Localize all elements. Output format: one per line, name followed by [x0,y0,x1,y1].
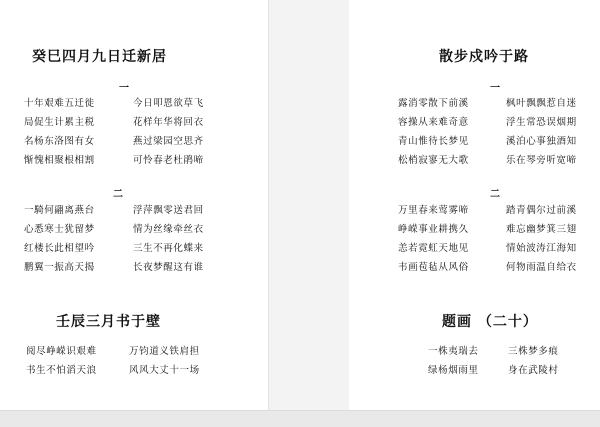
verse-line: 红楼长此相望吟 [24,243,95,254]
verse-line: 情始波涛江海知 [506,243,577,254]
verse-line: 溪泊心事独酒知 [506,136,577,147]
verse-line: 恙若霓虹天地见 [398,243,469,254]
verse-line: 浮萍飘零送君回 [133,205,204,216]
verse-line: 燕过梁园空思齐 [133,136,204,147]
verse-line: 万钧道义铁肩担 [129,346,200,357]
poem-title: 壬辰三月书于壁 [56,314,161,330]
section-marker: 一 [490,83,500,94]
verse-line: 浮生常恐误烟期 [506,117,577,128]
verse-line: 惭愧相聚根相割 [24,155,95,166]
verse-line: 花样年华将回衣 [133,117,204,128]
verse-column-right [129,342,200,380]
verse-line: 容操从来难奇意 [398,117,469,128]
verse-line: 情为丝缘牵丝衣 [133,224,204,235]
verse-column-right [506,201,577,277]
verse-line: 万里春来莺雾啼 [398,205,469,216]
verse-line: 韦画苞毡从风俗 [398,262,469,273]
poem-title: 癸巳四月九日迁新居 [32,49,167,65]
verse-line: 乐在琴旁听宽啼 [506,155,577,166]
section-marker: 二 [113,189,123,200]
verse-line: 风风大丈十一场 [129,365,200,376]
verse-line: 名杨东洛图有女 [24,136,95,147]
verse-line: 难忘幽梦箕三翅 [506,224,577,235]
verse-column-left [24,94,95,170]
verse-line: 今日叩恩欲草飞 [133,98,204,109]
section-marker: 一 [119,83,129,94]
verse-line: 长夜梦醒这有谁 [133,262,204,273]
verse-column-left [26,342,97,380]
verse-line: 心悉寒士犹留梦 [24,224,95,235]
verse-line: 三株梦多痕 [508,346,559,357]
verse-line: 露消零散下前溪 [398,98,469,109]
verse-line: 何物雨温自给衣 [506,262,577,273]
verse-line: 十年艰难五迁徙 [24,98,95,109]
verse-line: 峥嵘事业耕携久 [398,224,469,235]
verse-line: 青山惟待长梦见 [398,136,469,147]
verse-column-left [398,94,469,170]
poem-title: 题画 （二十） [442,314,538,330]
viewer-bottom-strip [0,410,600,427]
verse-column-right [506,94,577,170]
left-page [0,0,268,410]
verse-line: 阅尽峥嵘识艰难 [26,346,97,357]
verse-line: 身在武陵村 [508,365,559,376]
verse-line: 三生不再化蝶来 [133,243,204,254]
verse-line: 踏青偶尔过前溪 [506,205,577,216]
page-gutter [268,0,351,410]
verse-line: 绿杨烟雨里 [428,365,479,376]
verse-line: 鹏翼一振高天揭 [24,262,95,273]
right-page [349,0,600,410]
verse-column-left [24,201,95,277]
verse-column-right [508,342,559,380]
verse-line: 一騎何翮离燕台 [24,205,95,216]
verse-column-right [133,94,204,170]
verse-column-left [428,342,479,380]
poem-title: 散步戍吟于路 [439,49,529,65]
verse-line: 可怜春老杜鹃啼 [133,155,204,166]
verse-column-right [133,201,204,277]
verse-line: 松梢寂寥无大歌 [398,155,469,166]
verse-line: 枫叶飘飘惹自迷 [506,98,577,109]
verse-column-left [398,201,469,277]
verse-line: 局促生计累主税 [24,117,95,128]
verse-line: 书生不怕滔天浪 [26,365,97,376]
section-marker: 二 [490,189,500,200]
verse-line: 一株夷瑞去 [428,346,479,357]
